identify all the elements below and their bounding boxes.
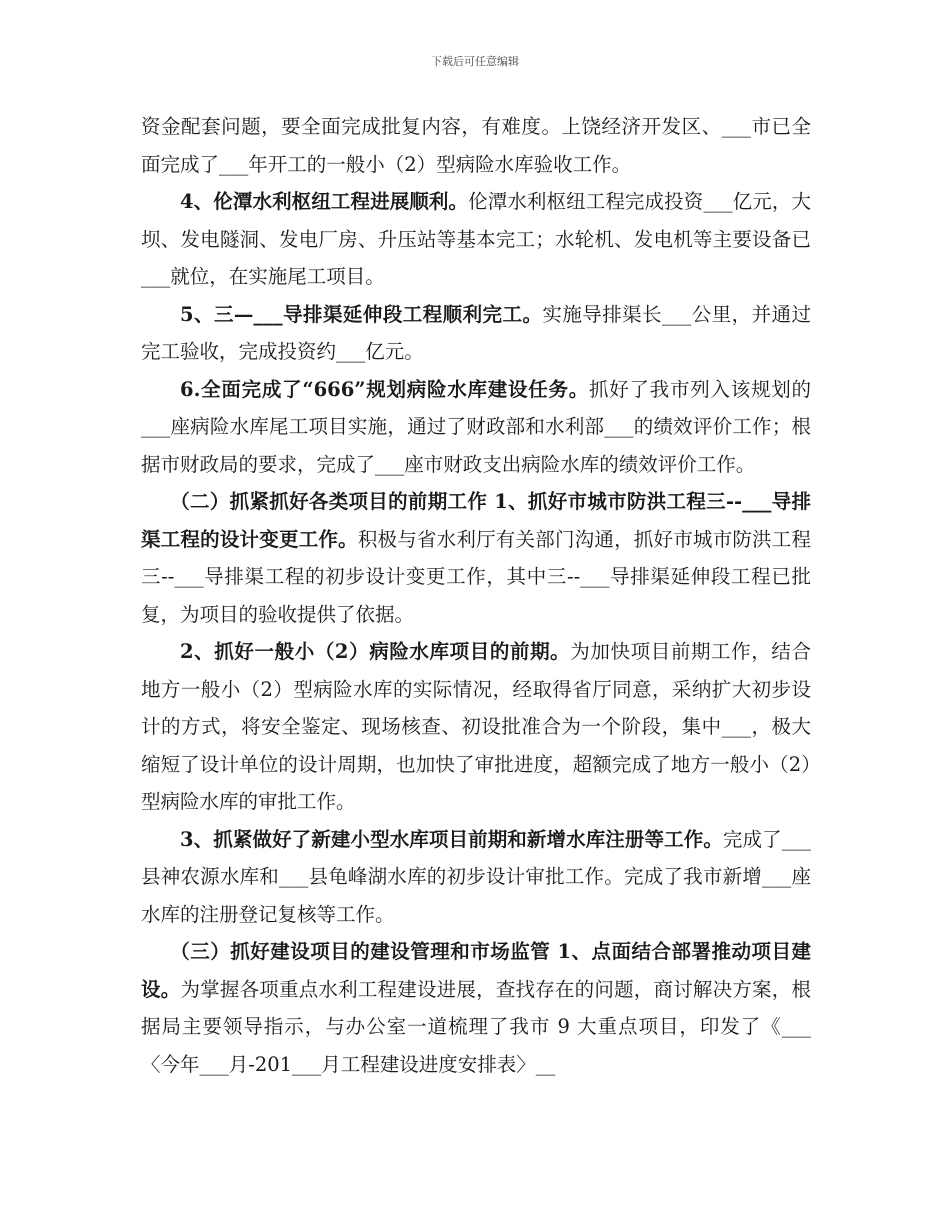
section-heading: （三）抓好建设项目的建设管理和市场监管 1、点面结合部署推动项目建设。: [141, 940, 811, 1001]
page-header: 下载后可任意编辑: [431, 55, 519, 68]
document-body: [141, 108, 811, 1083]
section-heading: （二）抓紧抓好各类项目的前期工作 1、抓好市城市防洪工程三--___导排渠工程的设计变更工作。: [141, 490, 811, 551]
paragraph-heading: 6.全面完成了“666”规划病险水库建设任务。: [180, 377, 589, 401]
paragraph-1: 资金配套问题，要全面完成批复内容，有难度。上饶经济开发区、___市已全面完成了___年开工的一般小（2）型病险水库验收工作。: [141, 115, 811, 176]
paragraph-heading: 4、伦潭水利枢纽工程进展顺利。: [180, 190, 469, 213]
paragraph-heading: 2、抓好一般小（2）病险水库项目的前期。: [180, 640, 571, 663]
paragraph-3: 5、三—___导排渠延伸段工程顺利完工。实施导排渠长___公里，并通过完工验收，完成投资约___亿元。: [141, 302, 811, 363]
paragraph-heading: 5、三—___导排渠延伸段工程顺利完工。: [180, 302, 543, 326]
paragraph-8: （三）抓好建设项目的建设管理和市场监管 1、点面结合部署推动项目建设。为掌握各项重点水利工程建设进展，查找存在的问题，商讨解决方案，根据局主要领导指示，与办公室一道梳理了我市 9 大重点项目，印发了《___〈今年___月-201___月工程建设进度安排表〉__: [141, 940, 811, 1076]
paragraph-4: 6.全面完成了“666”规划病险水库建设任务。抓好了我市列入该规划的___座病险水库尾工项目实施，通过了财政部和水利部___的绩效评价工作；根据市财政局的要求，完成了___座市财政支出病险水库的绩效评价工作。: [141, 377, 811, 476]
paragraph-heading: 3、抓紧做好了新建小型水库项目前期和新增水库注册等工作。: [180, 827, 723, 851]
paragraph-6: 2、抓好一般小（2）病险水库项目的前期。为加快项目前期工作，结合地方一般小（2）型病险水库的实际情况，经取得省厅同意，采纳扩大初步设计的方式，将安全鉴定、现场核查、初设批准合为一个阶段，集中___，极大缩短了设计单位的设计周期，也加快了审批进度，超额完成了地方一般小（2）型病险水库的审批工作。: [141, 640, 811, 813]
paragraph-5: （二）抓紧抓好各类项目的前期工作 1、抓好市城市防洪工程三--___导排渠工程的设计变更工作。积极与省水利厅有关部门沟通，抓好市城市防洪工程三--___导排渠工程的初步设计变更工作，其中三--___导排渠延伸段工程已批复，为项目的验收提供了依据。: [141, 490, 811, 626]
paragraph-2: 4、伦潭水利枢纽工程进展顺利。伦潭水利枢纽工程完成投资___亿元，大坝、发电隧洞、发电厂房、升压站等基本完工；水轮机、发电机等主要设备已___就位，在实施尾工项目。: [141, 190, 811, 288]
paragraph-7: 3、抓紧做好了新建小型水库项目前期和新增水库注册等工作。完成了___县神农源水库和___县龟峰湖水库的初步设计审批工作。完成了我市新增___座水库的注册登记复核等工作。: [141, 827, 811, 926]
